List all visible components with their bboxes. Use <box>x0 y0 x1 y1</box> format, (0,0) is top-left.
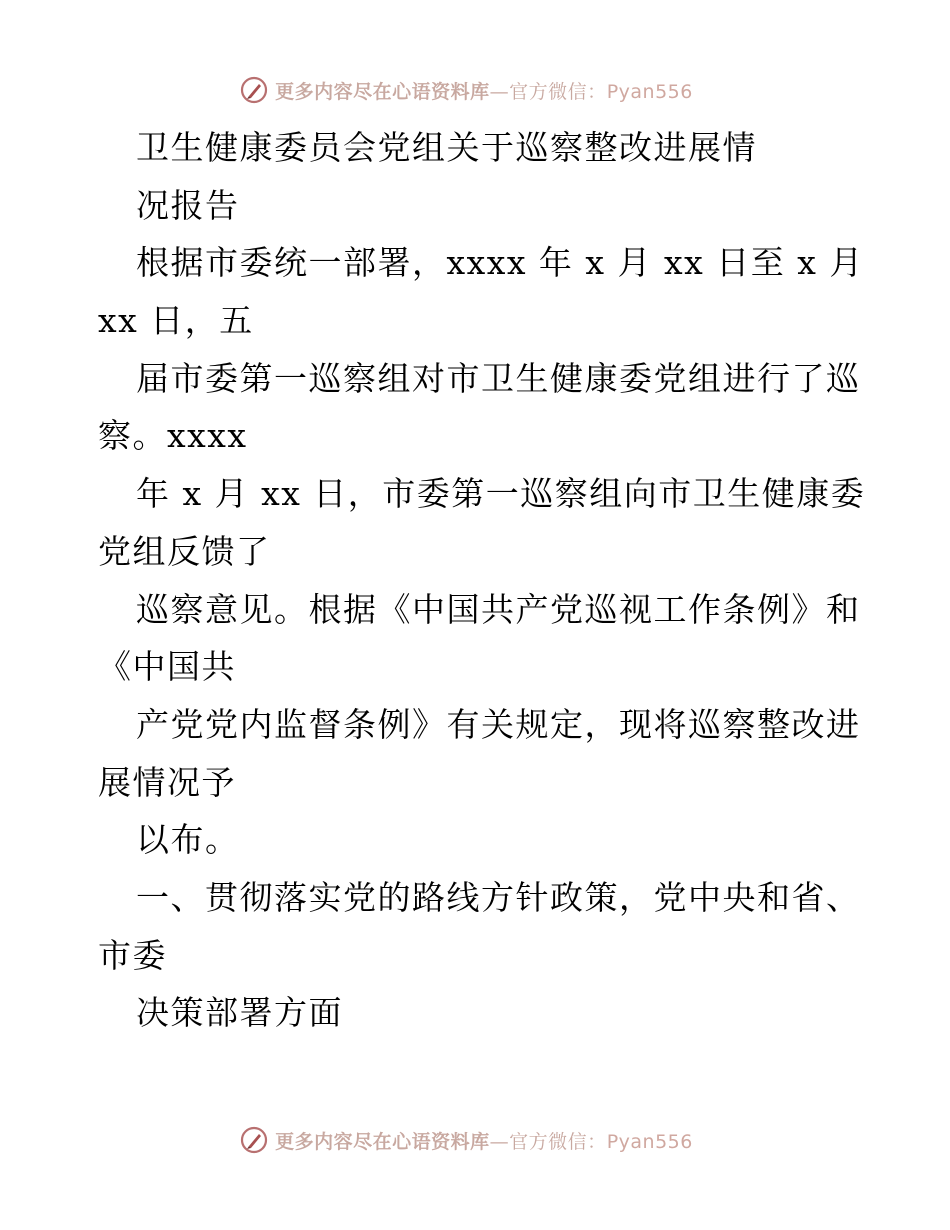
paragraph-line: 展情况予 <box>98 762 236 802</box>
paragraph-line: 届市委第一巡察组对市卫生健康委党组进行了巡 <box>136 358 861 398</box>
doc-title-line-2: 况报告 <box>136 185 240 225</box>
pen-logo-icon <box>239 75 269 105</box>
paragraph-line: 产党党内监督条例》有关规定，现将巡察整改进 <box>136 704 861 744</box>
section-heading-line: 市委 <box>98 935 167 975</box>
paragraph-line: 根据市委统一部署，xxxx 年 x 月 xx 日至 x 月 <box>136 243 864 283</box>
watermark-label: 更多内容尽在心语资料库—官方微信：Pyan556 <box>275 80 693 103</box>
header-watermark <box>0 70 950 110</box>
paragraph-line: xx 日，五 <box>98 301 254 341</box>
pen-logo-icon <box>239 1125 269 1155</box>
paragraph-line: 巡察意见。根据《中国共产党巡视工作条例》和 <box>136 589 861 629</box>
paragraph-line: 党组反馈了 <box>98 531 271 571</box>
document-body <box>98 119 866 1042</box>
doc-title-line-1: 卫生健康委员会党组关于巡察整改进展情 <box>136 128 757 167</box>
section-heading-line: 决策部署方面 <box>136 993 343 1033</box>
section-heading-line: 一、贯彻落实党的路线方针政策，党中央和省、 <box>136 877 861 917</box>
paragraph-line: 《中国共 <box>98 647 236 687</box>
footer-watermark <box>0 1120 950 1160</box>
paragraph-line: 以布。 <box>136 820 240 860</box>
paragraph-line: 年 x 月 xx 日，市委第一巡察组向市卫生健康委 <box>136 474 866 514</box>
watermark-label: 更多内容尽在心语资料库—官方微信：Pyan556 <box>275 1130 693 1153</box>
paragraph-line: 察。xxxx <box>98 416 248 456</box>
